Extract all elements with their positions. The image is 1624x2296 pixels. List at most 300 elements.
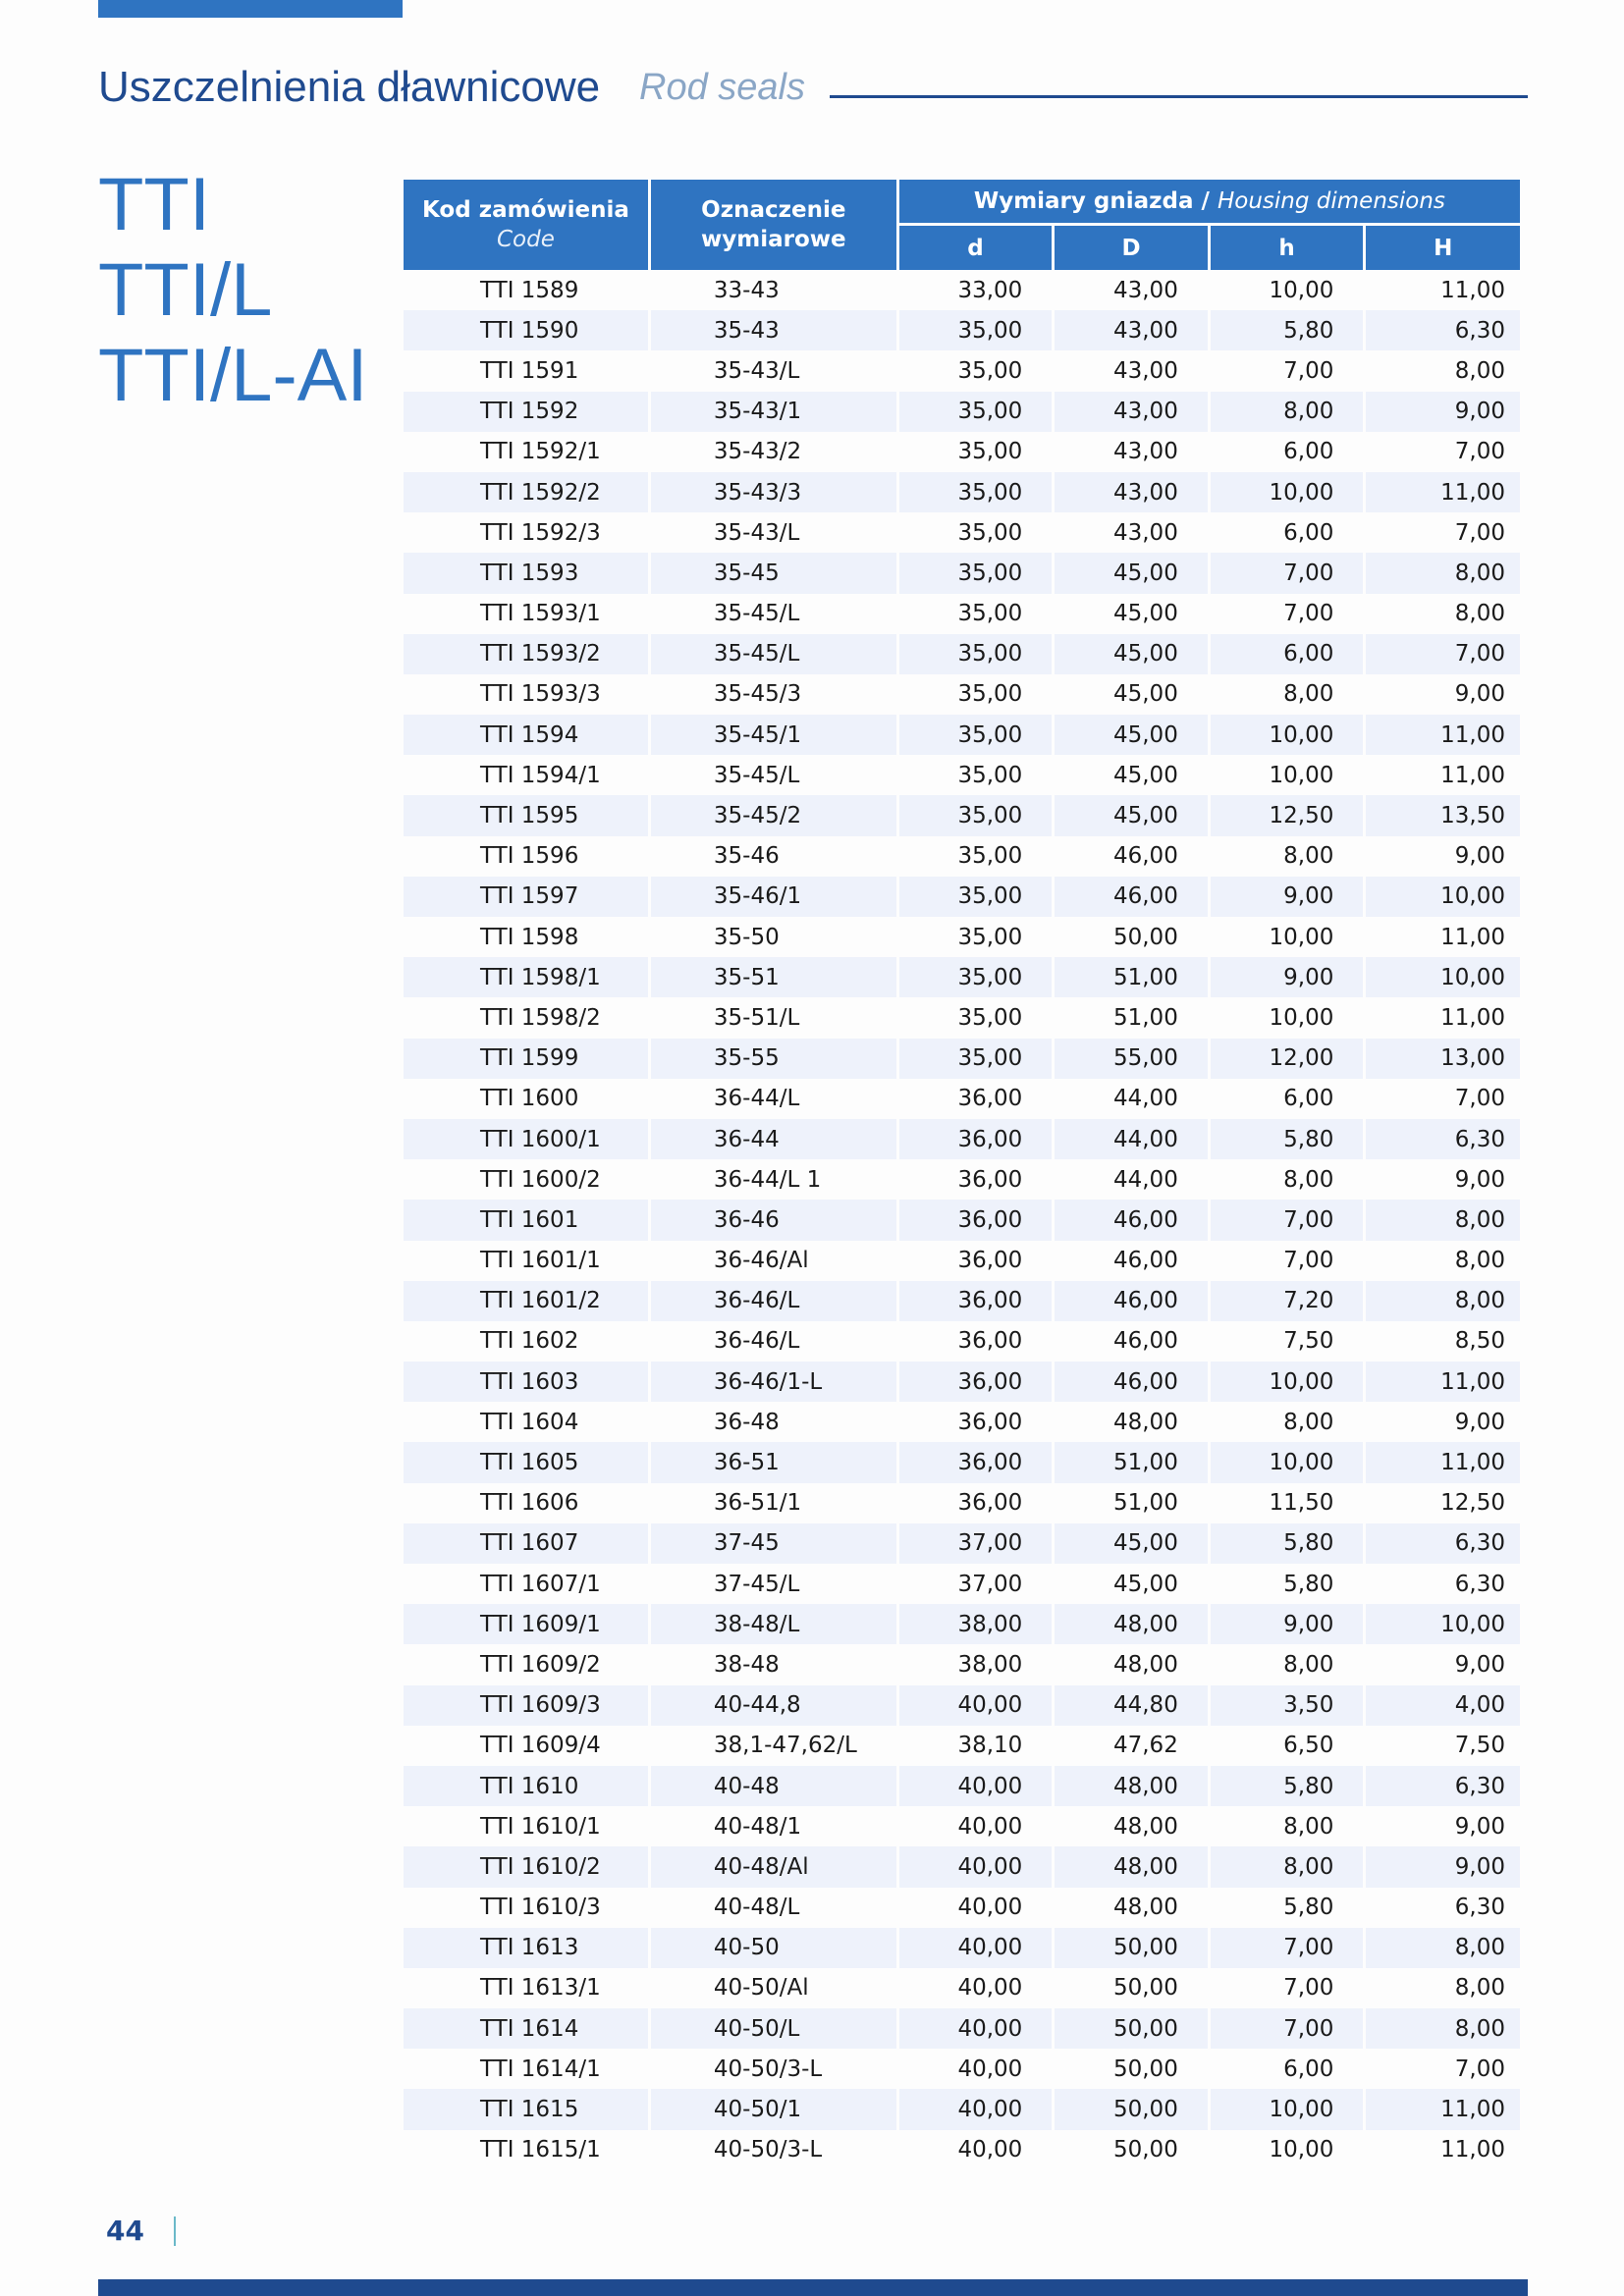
footer-separator (174, 2216, 176, 2246)
cell-designation: 38,1-47,62/L (713, 1733, 857, 1759)
cell-H-upper: 13,50 (1366, 795, 1520, 835)
cell-h: 8,00 (1283, 1166, 1334, 1193)
cell-H-upper: 9,00 (1454, 843, 1505, 870)
cell-D-upper: 51,00 (1112, 1490, 1178, 1517)
cell-d: 40,00 (899, 1685, 1053, 1726)
cell-D-upper: 43,00 (1112, 277, 1178, 303)
cell-H-upper: 6,30 (1454, 1571, 1505, 1597)
cell-D-upper: 51,00 (1055, 1442, 1208, 1482)
cell-d: 35,00 (957, 681, 1023, 708)
cell-designation: 36-46/L (651, 1281, 896, 1321)
cell-h: 11,50 (1269, 1490, 1334, 1517)
cell-D-upper: 45,00 (1055, 795, 1208, 835)
cell-designation: 35-43/L (713, 519, 800, 546)
cell-designation: 40-50/3-L (713, 2056, 823, 2082)
cell-designation: 35-43/3 (651, 472, 896, 512)
column-header-code (404, 180, 648, 270)
cell-designation: 35-45/L (713, 762, 800, 788)
cell-D-upper: 50,00 (1112, 2056, 1178, 2082)
cell-code: TTI 1592 (404, 392, 648, 432)
cell-H-upper: 11,00 (1366, 1442, 1520, 1482)
cell-d: 40,00 (957, 2056, 1023, 2082)
cell-D-upper: 51,00 (1112, 1004, 1178, 1031)
cell-d: 35,00 (957, 843, 1023, 870)
cell-h: 10,00 (1269, 277, 1334, 303)
cell-D-upper: 45,00 (1112, 762, 1178, 788)
cell-H-upper: 7,50 (1454, 1733, 1505, 1759)
cell-d: 40,00 (899, 1846, 1053, 1887)
cell-D-upper: 44,00 (1055, 1119, 1208, 1159)
cell-h: 8,00 (1283, 681, 1334, 708)
cell-d: 40,00 (957, 2137, 1023, 2163)
cell-D-upper: 50,00 (1055, 2008, 1208, 2049)
cell-D-upper: 44,00 (1112, 1166, 1178, 1193)
cell-D-upper: 43,00 (1055, 472, 1208, 512)
cell-D-upper: 45,00 (1055, 553, 1208, 593)
cell-h: 10,00 (1211, 1442, 1364, 1482)
cell-H-upper: 8,00 (1366, 553, 1520, 593)
table-row (404, 1523, 1520, 1564)
cell-d: 40,00 (957, 1895, 1023, 1921)
cell-designation: 40-48 (651, 1766, 896, 1806)
cell-D-upper: 46,00 (1112, 843, 1178, 870)
cell-designation: 35-51 (651, 957, 896, 997)
cell-d: 35,00 (957, 439, 1023, 465)
cell-d: 36,00 (957, 1409, 1023, 1435)
cell-h: 5,80 (1211, 1766, 1364, 1806)
dimensions-table (401, 180, 1523, 2170)
cell-d: 36,00 (899, 1442, 1053, 1482)
cell-H-upper: 8,50 (1454, 1328, 1505, 1355)
cell-H-upper: 7,00 (1454, 439, 1505, 465)
table-row (404, 553, 1520, 593)
cell-h: 7,00 (1283, 357, 1334, 384)
cell-H-upper: 11,00 (1440, 277, 1505, 303)
cell-d: 35,00 (899, 795, 1053, 835)
column-header-designation (651, 180, 896, 270)
cell-d: 35,00 (957, 1004, 1023, 1031)
table-row (404, 1362, 1520, 1402)
table-row (404, 1241, 1520, 1281)
cell-code: TTI 1614 (404, 2008, 648, 2049)
cell-h: 10,00 (1269, 2137, 1334, 2163)
cell-H-upper: 9,00 (1454, 1409, 1505, 1435)
table-row (404, 310, 1520, 350)
cell-code: TTI 1610/1 (480, 1813, 601, 1840)
page-header (98, 63, 1528, 122)
cell-H-upper: 9,00 (1454, 1651, 1505, 1678)
cell-designation: 35-45/3 (713, 681, 802, 708)
cell-code: TTI 1593/2 (404, 634, 648, 674)
code-sublabel: Code (496, 227, 555, 252)
cell-designation: 35-45/1 (651, 715, 896, 755)
cell-d: 36,00 (957, 1328, 1023, 1355)
cell-h: 7,00 (1211, 1928, 1364, 1968)
table-row (404, 1564, 1520, 1604)
cell-D-upper: 50,00 (1112, 1975, 1178, 2002)
cell-D-upper: 46,00 (1055, 1281, 1208, 1321)
cell-H-upper: 8,00 (1454, 1975, 1505, 2002)
cell-h: 10,00 (1269, 1004, 1334, 1031)
cell-code: TTI 1591 (480, 357, 579, 384)
group-sublabel: Housing dimensions (1217, 188, 1445, 214)
cell-h: 10,00 (1211, 472, 1364, 512)
section-title: Uszczelnienia dławnicowe (98, 63, 601, 111)
cell-designation: 33-43 (713, 277, 780, 303)
cell-D-upper: 45,00 (1055, 634, 1208, 674)
table-row (404, 1928, 1520, 1968)
table-row (404, 594, 1520, 634)
table-row (404, 2049, 1520, 2089)
cell-H-upper: 8,00 (1454, 1248, 1505, 1274)
cell-code: TTI 1592/3 (480, 519, 601, 546)
cell-designation: 36-44 (651, 1119, 896, 1159)
cell-H-upper: 10,00 (1366, 877, 1520, 917)
cell-h: 6,00 (1283, 519, 1334, 546)
cell-code: TTI 1593/3 (480, 681, 601, 708)
cell-D-upper: 44,00 (1112, 1086, 1178, 1112)
cell-H-upper: 6,30 (1454, 1895, 1505, 1921)
cell-code: TTI 1597 (404, 877, 648, 917)
cell-h: 8,00 (1283, 1409, 1334, 1435)
cell-D-upper: 55,00 (1055, 1039, 1208, 1079)
cell-d: 36,00 (957, 1166, 1023, 1193)
cell-d: 35,00 (899, 877, 1053, 917)
cell-designation: 35-43/L (713, 357, 800, 384)
product-name: TTI (98, 163, 210, 246)
cell-code: TTI 1615 (404, 2089, 648, 2129)
cell-h: 8,00 (1211, 392, 1364, 432)
cell-D-upper: 46,00 (1112, 1328, 1178, 1355)
cell-H-upper: 11,00 (1440, 2137, 1505, 2163)
cell-code: TTI 1600/2 (480, 1166, 601, 1193)
table-row (404, 997, 1520, 1038)
cell-D-upper: 45,00 (1112, 681, 1178, 708)
cell-D-upper: 48,00 (1112, 1895, 1178, 1921)
table-row (404, 917, 1520, 957)
table-row (404, 1644, 1520, 1684)
cell-H-upper: 11,00 (1440, 762, 1505, 788)
cell-D-upper: 50,00 (1055, 1928, 1208, 1968)
cell-H-upper: 10,00 (1366, 1604, 1520, 1644)
cell-d: 38,00 (957, 1651, 1023, 1678)
cell-h: 7,00 (1211, 1200, 1364, 1240)
table-row (404, 877, 1520, 917)
table-row (404, 2089, 1520, 2129)
cell-h: 7,20 (1211, 1281, 1364, 1321)
cell-D-upper: 47,62 (1112, 1733, 1178, 1759)
table-body (404, 270, 1520, 2170)
column-group-housing-dimensions (899, 180, 1520, 226)
cell-designation: 35-46/1 (651, 877, 896, 917)
cell-code: TTI 1596 (480, 843, 579, 870)
cell-code: TTI 1609/4 (480, 1733, 601, 1759)
cell-designation: 35-55 (651, 1039, 896, 1079)
cell-H-upper: 6,30 (1366, 1766, 1520, 1806)
cell-designation: 40-50/3-L (713, 2137, 823, 2163)
cell-designation: 40-48/L (713, 1895, 800, 1921)
cell-d: 35,00 (899, 715, 1053, 755)
cell-d: 35,00 (899, 957, 1053, 997)
cell-code: TTI 1598/1 (404, 957, 648, 997)
column-header-h: h (1211, 226, 1364, 270)
table-row (404, 1604, 1520, 1644)
cell-D-upper: 46,00 (1112, 1248, 1178, 1274)
cell-designation: 35-45/2 (651, 795, 896, 835)
table-row (404, 1726, 1520, 1766)
cell-code: TTI 1613 (404, 1928, 648, 1968)
table-row (404, 795, 1520, 835)
cell-designation: 40-50/Al (713, 1975, 809, 2002)
designation-label: Oznaczenie wymiarowe (701, 197, 846, 252)
table-row (404, 392, 1520, 432)
cell-d: 40,00 (957, 1813, 1023, 1840)
cell-d: 40,00 (899, 2089, 1053, 2129)
table-row (404, 1846, 1520, 1887)
table-row (404, 1119, 1520, 1159)
cell-D-upper: 48,00 (1055, 1846, 1208, 1887)
cell-designation: 35-43/1 (651, 392, 896, 432)
cell-d: 35,00 (899, 392, 1053, 432)
cell-h: 5,80 (1211, 310, 1364, 350)
cell-designation: 35-50 (713, 924, 780, 950)
table-row (404, 1968, 1520, 2008)
dimensions-table-wrap (404, 180, 1526, 2170)
cell-d: 35,00 (957, 357, 1023, 384)
table-row (404, 1442, 1520, 1482)
cell-designation: 36-44/L 1 (713, 1166, 822, 1193)
cell-code: TTI 1593/1 (480, 601, 601, 627)
cell-code: TTI 1601 (404, 1200, 648, 1240)
cell-H-upper: 11,00 (1366, 2089, 1520, 2129)
cell-D-upper: 43,00 (1112, 519, 1178, 546)
cell-d: 37,00 (899, 1523, 1053, 1564)
cell-H-upper: 9,00 (1454, 1166, 1505, 1193)
cell-designation: 40-44,8 (651, 1685, 896, 1726)
cell-code: TTI 1601/2 (404, 1281, 648, 1321)
cell-H-upper: 10,00 (1366, 957, 1520, 997)
cell-code: TTI 1607/1 (480, 1571, 601, 1597)
cell-code: TTI 1600 (480, 1086, 579, 1112)
cell-d: 40,00 (899, 1928, 1053, 1968)
cell-H-upper: 8,00 (1366, 1928, 1520, 1968)
cell-D-upper: 45,00 (1112, 601, 1178, 627)
table-row (404, 1079, 1520, 1119)
cell-D-upper: 50,00 (1055, 2089, 1208, 2129)
cell-code: TTI 1607 (404, 1523, 648, 1564)
cell-code: TTI 1600/1 (404, 1119, 648, 1159)
cell-D-upper: 43,00 (1112, 357, 1178, 384)
column-header-D-upper: D (1055, 226, 1208, 270)
cell-designation: 35-43 (651, 310, 896, 350)
cell-d: 35,00 (899, 553, 1053, 593)
cell-designation: 35-45/L (651, 634, 896, 674)
cell-H-upper: 8,00 (1366, 1281, 1520, 1321)
product-name: TTI/L-AI (98, 334, 368, 417)
cell-H-upper: 6,30 (1366, 1119, 1520, 1159)
cell-code: TTI 1605 (404, 1442, 648, 1482)
cell-H-upper: 4,00 (1366, 1685, 1520, 1726)
cell-H-upper: 11,00 (1440, 924, 1505, 950)
cell-D-upper: 46,00 (1055, 1200, 1208, 1240)
table-row (404, 755, 1520, 795)
table-row (404, 1159, 1520, 1200)
cell-d: 35,00 (957, 762, 1023, 788)
cell-H-upper: 11,00 (1440, 1004, 1505, 1031)
cell-h: 10,00 (1269, 924, 1334, 950)
table-row (404, 2130, 1520, 2170)
section-subtitle: Rod seals (639, 67, 805, 108)
cell-code: TTI 1595 (404, 795, 648, 835)
cell-d: 35,00 (899, 634, 1053, 674)
bottom-accent-bar (98, 2279, 1528, 2296)
page-number: 44 (106, 2215, 144, 2247)
cell-code: TTI 1614/1 (480, 2056, 601, 2082)
cell-code: TTI 1602 (480, 1328, 579, 1355)
cell-designation: 35-45 (651, 553, 896, 593)
cell-H-upper: 9,00 (1366, 392, 1520, 432)
cell-D-upper: 45,00 (1055, 1523, 1208, 1564)
cell-D-upper: 43,00 (1055, 392, 1208, 432)
table-row (404, 270, 1520, 310)
cell-h: 8,00 (1283, 843, 1334, 870)
cell-designation: 36-46/1-L (651, 1362, 896, 1402)
cell-D-upper: 48,00 (1055, 1766, 1208, 1806)
cell-D-upper: 48,00 (1112, 1651, 1178, 1678)
cell-h: 10,00 (1211, 715, 1364, 755)
cell-h: 9,00 (1211, 877, 1364, 917)
cell-designation: 35-45/L (713, 601, 800, 627)
cell-H-upper: 8,00 (1366, 2008, 1520, 2049)
cell-d: 35,00 (957, 601, 1023, 627)
cell-d: 38,00 (899, 1604, 1053, 1644)
cell-h: 10,00 (1211, 1362, 1364, 1402)
cell-designation: 38-48/L (651, 1604, 896, 1644)
cell-H-upper: 7,00 (1454, 1086, 1505, 1112)
table-row (404, 1888, 1520, 1928)
table-row (404, 1685, 1520, 1726)
cell-H-upper: 11,00 (1366, 1362, 1520, 1402)
cell-h: 8,00 (1211, 1846, 1364, 1887)
table-row (404, 674, 1520, 715)
cell-code: TTI 1615/1 (480, 2137, 601, 2163)
cell-h: 6,00 (1211, 634, 1364, 674)
cell-d: 35,00 (957, 924, 1023, 950)
cell-d: 36,00 (899, 1281, 1053, 1321)
cell-code: TTI 1599 (404, 1039, 648, 1079)
cell-D-upper: 51,00 (1055, 957, 1208, 997)
cell-d: 36,00 (957, 1490, 1023, 1517)
cell-code: TTI 1613/1 (480, 1975, 601, 2002)
table-row (404, 1402, 1520, 1442)
cell-designation: 40-48/1 (713, 1813, 802, 1840)
cell-designation: 40-48/Al (651, 1846, 896, 1887)
cell-code: TTI 1592/1 (480, 439, 601, 465)
cell-h: 8,00 (1283, 1651, 1334, 1678)
cell-d: 35,00 (899, 472, 1053, 512)
cell-h: 7,50 (1283, 1328, 1334, 1355)
cell-code: TTI 1594 (404, 715, 648, 755)
table-row (404, 1200, 1520, 1240)
cell-h: 8,00 (1283, 1813, 1334, 1840)
cell-H-upper: 9,00 (1454, 1813, 1505, 1840)
cell-H-upper: 11,00 (1366, 715, 1520, 755)
cell-code: TTI 1604 (480, 1409, 579, 1435)
cell-code: TTI 1601/1 (480, 1248, 601, 1274)
cell-h: 5,80 (1283, 1895, 1334, 1921)
cell-code: TTI 1610/3 (480, 1895, 601, 1921)
cell-D-upper: 50,00 (1112, 2137, 1178, 2163)
cell-d: 36,00 (957, 1086, 1023, 1112)
cell-d: 36,00 (899, 1200, 1053, 1240)
table-row (404, 1281, 1520, 1321)
cell-code: TTI 1594/1 (480, 762, 601, 788)
cell-h: 7,00 (1283, 1248, 1334, 1274)
cell-h: 12,00 (1211, 1039, 1364, 1079)
cell-H-upper: 13,00 (1366, 1039, 1520, 1079)
cell-h: 3,50 (1211, 1685, 1364, 1726)
cell-designation: 36-46/L (713, 1328, 800, 1355)
cell-h: 7,00 (1211, 2008, 1364, 2049)
cell-code: TTI 1606 (480, 1490, 579, 1517)
cell-h: 6,50 (1283, 1733, 1334, 1759)
product-name: TTI/L (98, 248, 273, 332)
cell-D-upper: 50,00 (1112, 924, 1178, 950)
cell-h: 5,80 (1211, 1523, 1364, 1564)
cell-H-upper: 9,00 (1454, 681, 1505, 708)
cell-H-upper: 6,30 (1366, 1523, 1520, 1564)
cell-h: 9,00 (1211, 957, 1364, 997)
table-row (404, 432, 1520, 472)
cell-h: 6,00 (1283, 1086, 1334, 1112)
cell-D-upper: 44,80 (1055, 1685, 1208, 1726)
cell-D-upper: 45,00 (1055, 715, 1208, 755)
cell-designation: 40-50 (651, 1928, 896, 1968)
cell-designation: 40-50/1 (651, 2089, 896, 2129)
cell-code: TTI 1603 (404, 1362, 648, 1402)
cell-D-upper: 43,00 (1055, 310, 1208, 350)
cell-d: 38,10 (957, 1733, 1023, 1759)
cell-H-upper: 8,00 (1366, 1200, 1520, 1240)
cell-d: 35,00 (899, 310, 1053, 350)
cell-H-upper: 8,00 (1454, 601, 1505, 627)
cell-h: 5,80 (1283, 1571, 1334, 1597)
cell-designation: 36-46/Al (713, 1248, 809, 1274)
cell-code: TTI 1598/2 (480, 1004, 601, 1031)
cell-designation: 36-48 (713, 1409, 780, 1435)
cell-H-upper: 7,00 (1366, 634, 1520, 674)
cell-D-upper: 48,00 (1055, 1604, 1208, 1644)
product-names (98, 162, 393, 418)
table-row (404, 1483, 1520, 1523)
cell-d: 36,00 (899, 1119, 1053, 1159)
cell-H-upper: 12,50 (1440, 1490, 1505, 1517)
cell-designation: 38-48 (713, 1651, 780, 1678)
table-header (404, 180, 1520, 270)
cell-D-upper: 43,00 (1112, 439, 1178, 465)
table-row (404, 472, 1520, 512)
cell-designation: 35-51/L (713, 1004, 800, 1031)
cell-D-upper: 48,00 (1112, 1409, 1178, 1435)
cell-H-upper: 11,00 (1366, 472, 1520, 512)
cell-H-upper: 8,00 (1454, 357, 1505, 384)
table-row (404, 1039, 1520, 1079)
cell-d: 40,00 (899, 2008, 1053, 2049)
table-row (404, 1806, 1520, 1846)
cell-designation: 37-45/L (713, 1571, 800, 1597)
table-row (404, 512, 1520, 553)
cell-d: 40,00 (899, 1766, 1053, 1806)
